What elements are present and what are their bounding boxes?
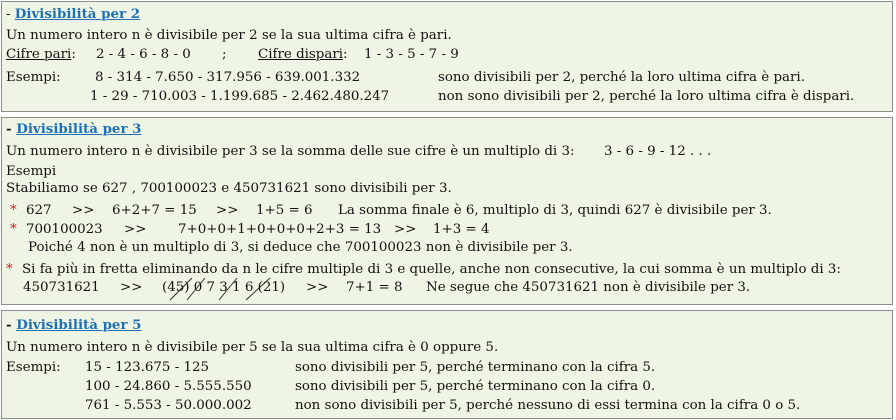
section-5-prefix: -	[6, 317, 17, 333]
example-2-number: 700100023	[26, 222, 103, 237]
section-2-title: Divisibilità per 2	[14, 6, 141, 22]
example-1-arrow: >>	[72, 203, 95, 218]
section-divisibility-2	[1, 1, 893, 112]
odd-digits: 1 - 3 - 5 - 7 - 9	[364, 47, 459, 62]
section-2-example-2-numbers: 1 - 29 - 710.003 - 1.199.685 - 2.462.480.247	[90, 89, 390, 104]
example-1-number: 627	[26, 203, 52, 218]
example-1-sum: 6+2+7 = 15	[112, 203, 197, 218]
section-5-row-3-numbers: 761 - 5.553 - 50.000.002	[85, 398, 252, 413]
section-5-row-2-numbers: 100 - 24.860 - 5.555.550	[85, 379, 252, 394]
odd-digits-line	[258, 47, 348, 63]
section-2-prefix: -	[6, 7, 15, 22]
multiples-of-3: 3 - 6 - 9 - 12 . . .	[604, 144, 712, 159]
even-colon: :	[71, 47, 76, 62]
example-3-arrow: >>	[120, 280, 143, 295]
bullet-star: *	[10, 222, 17, 237]
section-3-intro: Stabiliamo se 627 , 700100023 e 450731621 sono divisibili per 3.	[6, 181, 452, 196]
section-5-heading	[6, 317, 142, 334]
example-2-conclusion: Poiché 4 non è un multiplo di 3, si deduce che 700100023 non è divisibile per 3.	[28, 240, 573, 255]
example-3-number: 450731621	[23, 280, 100, 295]
strikethrough-marks	[162, 275, 302, 303]
section-5-rule: Un numero intero n è divisibile per 5 se la sua ultima cifra è 0 oppure 5.	[6, 340, 499, 355]
section-3-examples-label: Esempi	[6, 164, 57, 179]
even-label: Cifre pari	[6, 47, 72, 62]
section-divisibility-5	[1, 310, 893, 419]
shortcut-tip: Si fa più in fretta eliminando da n le cifre multiple di 3 e quelle, anche non consecutive, la cui somma è un multiplo di 3:	[22, 262, 841, 277]
digits-separator: ;	[222, 47, 227, 62]
section-3-title: Divisibilità per 3	[16, 121, 142, 137]
example-1-sum-2: 1+5 = 6	[256, 203, 313, 218]
bullet-star: *	[6, 262, 13, 277]
section-5-examples-label: Esempi:	[6, 360, 61, 375]
section-5-row-1-text: sono divisibili per 5, perché terminano con la cifra 5.	[295, 360, 656, 375]
example-3-sum: 7+1 = 8	[346, 280, 403, 295]
section-2-example-1-text: sono divisibili per 2, perché la loro ultima cifra è pari.	[438, 70, 805, 85]
example-3-conclusion: Ne segue che 450731621 non è divisibile per 3.	[426, 280, 751, 295]
section-2-heading	[6, 6, 140, 23]
section-2-example-2-text: non sono divisibili per 2, perché la loro ultima cifra è dispari.	[438, 89, 855, 104]
section-3-heading	[6, 121, 142, 138]
section-2-examples-label: Esempi:	[6, 70, 61, 85]
section-5-row-2-text: sono divisibili per 5, perché terminano con la cifra 0.	[295, 379, 656, 394]
example-2-arrow: >>	[124, 222, 147, 237]
example-2-sum: 7+0+0+1+0+0+0+2+3 = 13	[178, 222, 382, 237]
section-2-rule: Un numero intero n è divisibile per 2 se la sua ultima cifra è pari.	[6, 28, 452, 43]
section-divisibility-3	[1, 117, 893, 305]
section-2-example-1-numbers: 8 - 314 - 7.650 - 317.956 - 639.001.332	[95, 70, 361, 85]
example-3-crossed-digits: (45) 0 7 3 1 6 (21)	[162, 280, 286, 295]
even-digits: 2 - 4 - 6 - 8 - 0	[96, 47, 191, 62]
example-3-arrow-2: >>	[306, 280, 329, 295]
even-digits-line	[6, 47, 76, 63]
section-5-row-1-numbers: 15 - 123.675 - 125	[85, 360, 210, 375]
example-2-sum-2: 1+3 = 4	[433, 222, 490, 237]
section-5-row-3-text: non sono divisibili per 5, perché nessuno di essi termina con la cifra 0 o 5.	[295, 398, 801, 413]
example-1-arrow-2: >>	[216, 203, 239, 218]
section-3-rule: Un numero intero n è divisibile per 3 se la somma delle sue cifre è un multiplo di 3:	[6, 144, 575, 159]
section-3-prefix: -	[6, 121, 17, 137]
section-5-title: Divisibilità per 5	[16, 317, 142, 333]
bullet-star: *	[10, 203, 17, 218]
example-2-arrow-2: >>	[394, 222, 417, 237]
example-1-conclusion: La somma finale è 6, multiplo di 3, quindi 627 è divisibile per 3.	[338, 203, 772, 218]
odd-colon: :	[343, 47, 348, 62]
odd-label: Cifre dispari	[258, 47, 344, 62]
